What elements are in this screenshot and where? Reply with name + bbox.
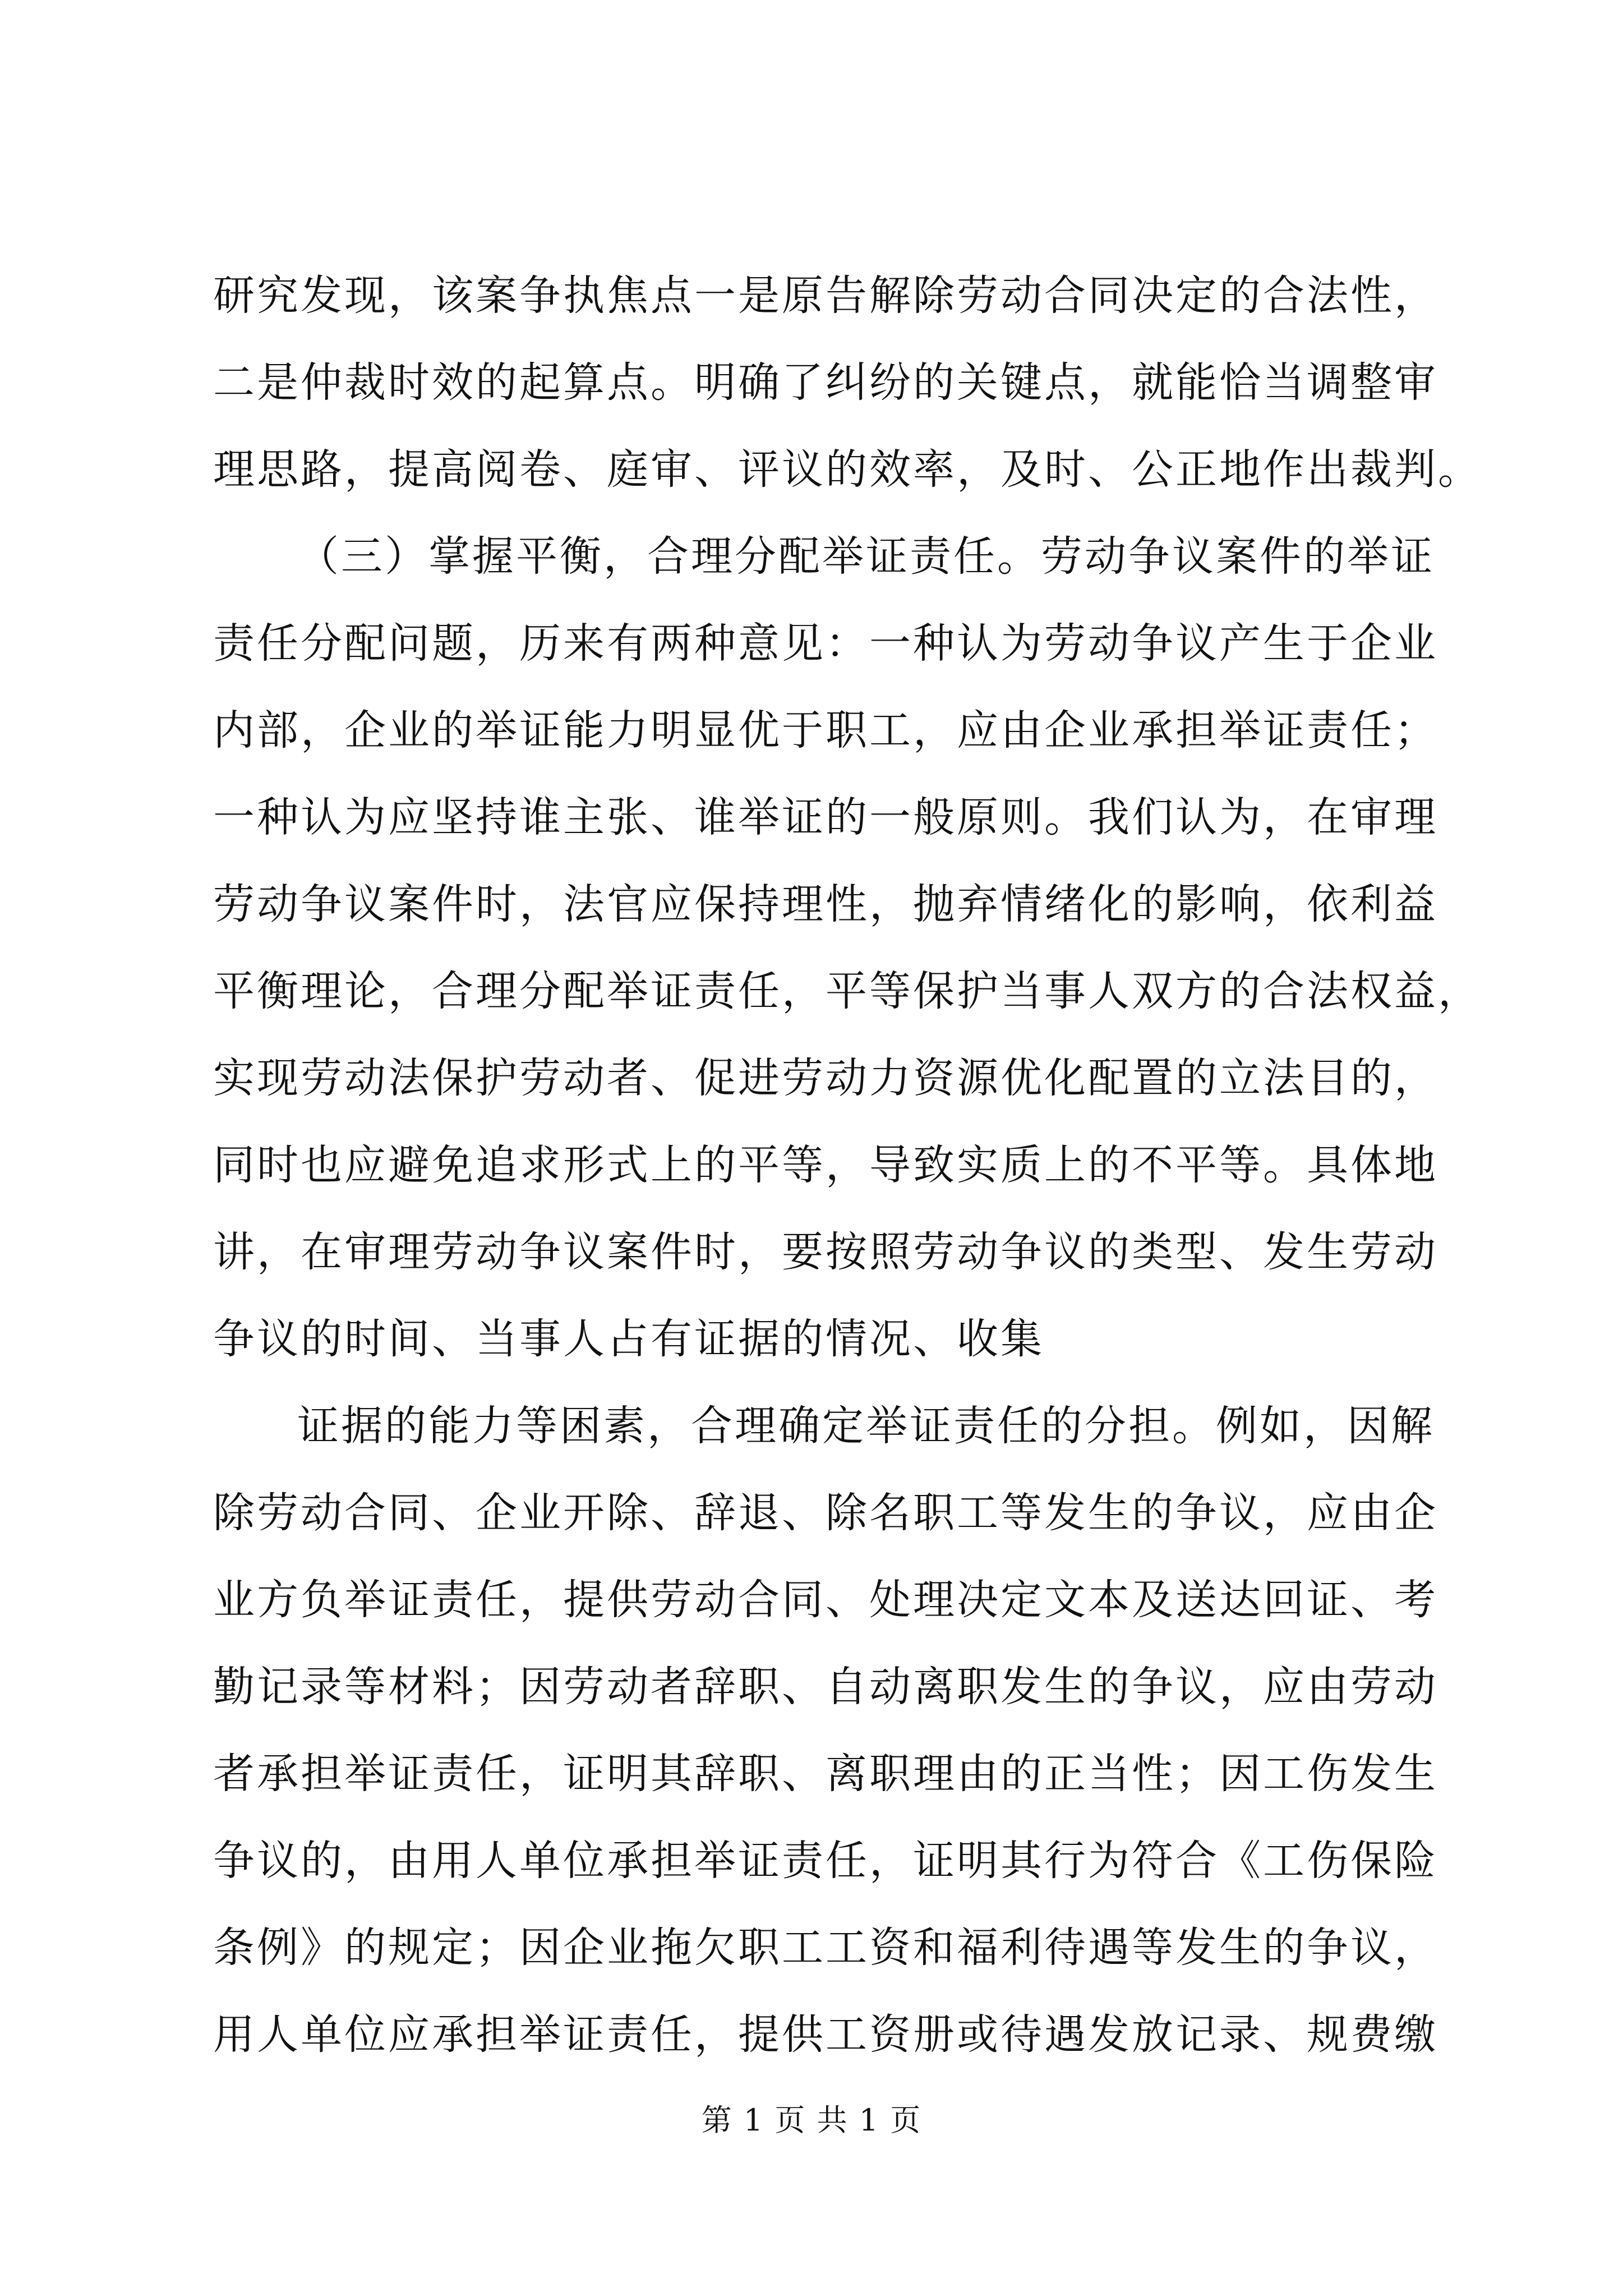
text-line: 责任分配问题，历来有两种意见：一种认为劳动争议产生于企业	[213, 619, 1438, 668]
text-line: 者承担举证责任，证明其辞职、离职理由的正当性；因工伤发生	[213, 1750, 1438, 1798]
text-line: 条例》的规定；因企业拖欠职工工资和福利待遇等发生的争议，	[213, 1924, 1438, 1972]
page-footer: 第 1 页 共 1 页	[701, 2102, 922, 2138]
text-line: 证据的能力等困素，合理确定举证责任的分担。例如，因解	[297, 1402, 1435, 1450]
text-line: 实现劳动法保护劳动者、促进劳动力资源优化配置的立法目的，	[213, 1054, 1438, 1102]
text-line: 业方负举证责任，提供劳动合同、处理决定文本及送达回证、考	[213, 1576, 1438, 1624]
text-line: （三）掌握平衡，合理分配举证责任。劳动争议案件的举证	[297, 532, 1435, 581]
text-line: 一种认为应坚持谁主张、谁举证的一般原则。我们认为，在审理	[213, 793, 1438, 841]
text-line: 勤记录等材料；因劳动者辞职、自动离职发生的争议，应由劳动	[213, 1663, 1438, 1711]
body-text	[213, 252, 1482, 2078]
text-line: 讲，在审理劳动争议案件时，要按照劳动争议的类型、发生劳动	[213, 1228, 1438, 1276]
text-line: 同时也应避免追求形式上的平等，导致实质上的不平等。具体地	[213, 1141, 1438, 1189]
text-line: 研究发现，该案争执焦点一是原告解除劳动合同决定的合法性，	[213, 272, 1438, 320]
text-line: 内部，企业的举证能力明显优于职工，应由企业承担举证责任；	[213, 706, 1438, 754]
text-line: 争议的时间、当事人占有证据的情况、收集	[213, 1315, 1044, 1363]
text-line: 除劳动合同、企业开除、辞退、除名职工等发生的争议，应由企	[213, 1489, 1438, 1537]
text-line: 二是仲裁时效的起算点。明确了纠纷的关键点，就能恰当调整审	[213, 358, 1438, 407]
text-line: 理思路，提高阅卷、庭审、评议的效率，及时、公正地作出裁判。	[213, 445, 1482, 494]
text-line: 平衡理论，合理分配举证责任，平等保护当事人双方的合法权益，	[213, 967, 1482, 1015]
text-line: 用人单位应承担举证责任，提供工资册或待遇发放记录、规费缴	[213, 2010, 1438, 2059]
text-line: 劳动争议案件时，法官应保持理性，抛弃情绪化的影响，依利益	[213, 880, 1438, 928]
text-line: 争议的，由用人单位承担举证责任，证明其行为符合《工伤保险	[213, 1837, 1438, 1885]
